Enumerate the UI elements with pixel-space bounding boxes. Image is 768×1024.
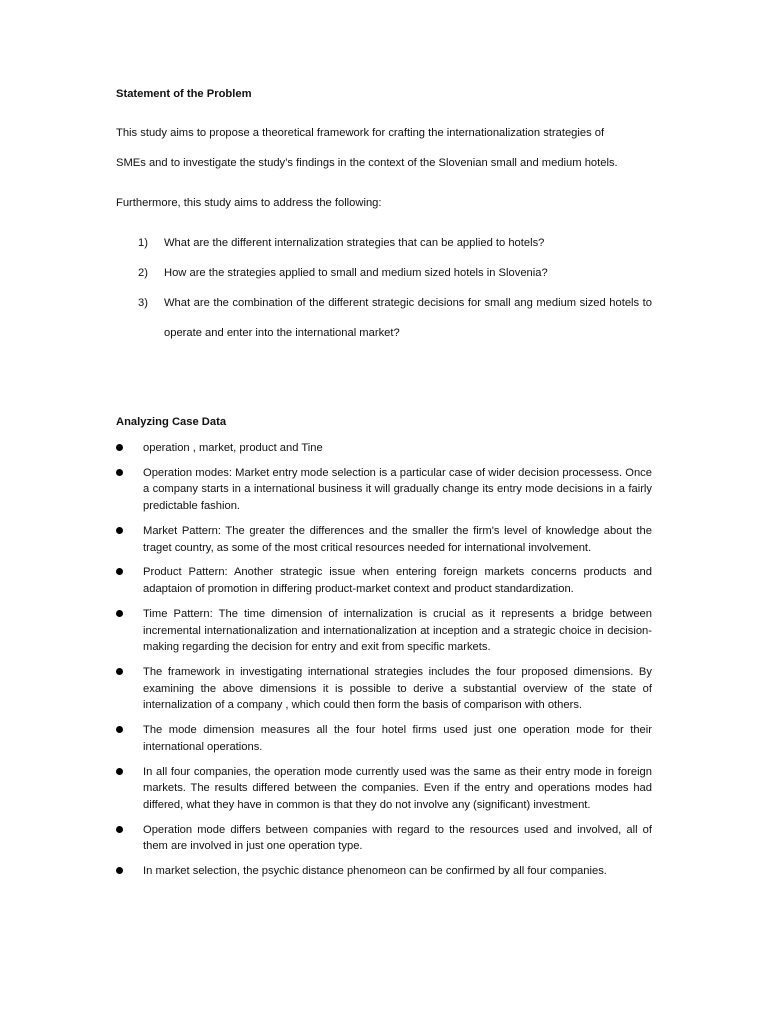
bullet-text: The mode dimension measures all the four hotel firms used just one operation mode for their international operations. (143, 724, 652, 753)
section-title-analyzing-case-data: Analyzing Case Data (116, 416, 227, 428)
bullet-icon (116, 768, 123, 775)
section-title-statement-of-problem: Statement of the Problem (116, 88, 252, 100)
bullet-item (116, 822, 652, 855)
intro-paragraph (116, 197, 652, 209)
bullet-text: Time Pattern: The time dimension of internalization is crucial as it represents a bridge between incremental internationalization and internationalization at inception and a strategic choice in decision-making regarding the decision for entry and exit from specific markets. (143, 607, 652, 654)
question-item (138, 258, 652, 288)
bullet-item (116, 863, 652, 880)
bullet-icon (116, 527, 123, 534)
bullet-text: Operation modes: Market entry mode selection is a particular case of wider decision processess. Once a company starts in a international business it will gradually change its entry mode decisions in a fairly predictable fashion. (143, 466, 652, 513)
bullet-text: operation , market, product and Tine (143, 442, 323, 454)
bullet-icon (116, 726, 123, 733)
bullet-item (116, 664, 652, 714)
bullet-text: In all four companies, the operation mode currently used was the same as their entry mode in foreign markets. The results differed between the companies. Even if the entry and operations modes had differed, what they have in common is that they do not involve any (significant) investment. (143, 765, 652, 811)
bullet-item (116, 564, 652, 597)
bullet-icon (116, 610, 123, 617)
bullet-icon (116, 826, 123, 833)
bullet-text: In market selection, the psychic distance phenomeon can be confirmed by all four companies. (143, 865, 607, 878)
question-number: 3) (138, 297, 148, 309)
question-number: 2) (138, 267, 148, 279)
question-item (138, 288, 652, 348)
case-data-bullets (116, 440, 652, 888)
bullet-icon (116, 668, 123, 675)
bullet-icon (116, 469, 123, 476)
bullet-text: The framework in investigating international strategies includes the four proposed dimensions. By examining the above dimensions it is possible to derive a substantial overview of the state of internalization of a company , which could then form the basis of comparison with others. (143, 666, 652, 712)
question-text: What are the different internalization strategies that can be applied to hotels? (164, 237, 545, 249)
bullet-item (116, 440, 652, 457)
bullet-icon (116, 444, 123, 451)
bullet-item (116, 465, 652, 515)
questions-list (138, 228, 652, 348)
bullet-item (116, 523, 652, 556)
paragraph-line: SMEs and to investigate the study’s findings in the context of the Slovenian small and medium hotels. (116, 157, 618, 169)
bullet-icon (116, 568, 123, 575)
bullet-text: Market Pattern: The greater the differences and the smaller the firm's level of knowledge about the traget country, as some of the most critical resources needed for international involvement. (143, 524, 652, 554)
intro-text: Furthermore, this study aims to address the following: (116, 197, 382, 209)
question-item (138, 228, 652, 258)
question-text: What are the combination of the different strategic decisions for small ang medium sized hotels to operate and enter into the international market? (164, 297, 652, 339)
bullet-item (116, 764, 652, 814)
bullet-item (116, 722, 652, 755)
question-number: 1) (138, 237, 148, 249)
bullet-item (116, 606, 652, 656)
bullet-text: Product Pattern: Another strategic issue when entering foreign markets concerns products and adaptaion of promotion in differing product-market context and product standardization. (143, 566, 652, 596)
paragraph-line: This study aims to propose a theoretical framework for crafting the internationalization strategies of (116, 127, 605, 139)
bullet-text: Operation mode differs between companies with regard to the resources used and involved, all of them are involved in just one operation type. (143, 823, 652, 853)
question-text: How are the strategies applied to small and medium sized hotels in Slovenia? (164, 267, 548, 279)
bullet-icon (116, 867, 123, 874)
